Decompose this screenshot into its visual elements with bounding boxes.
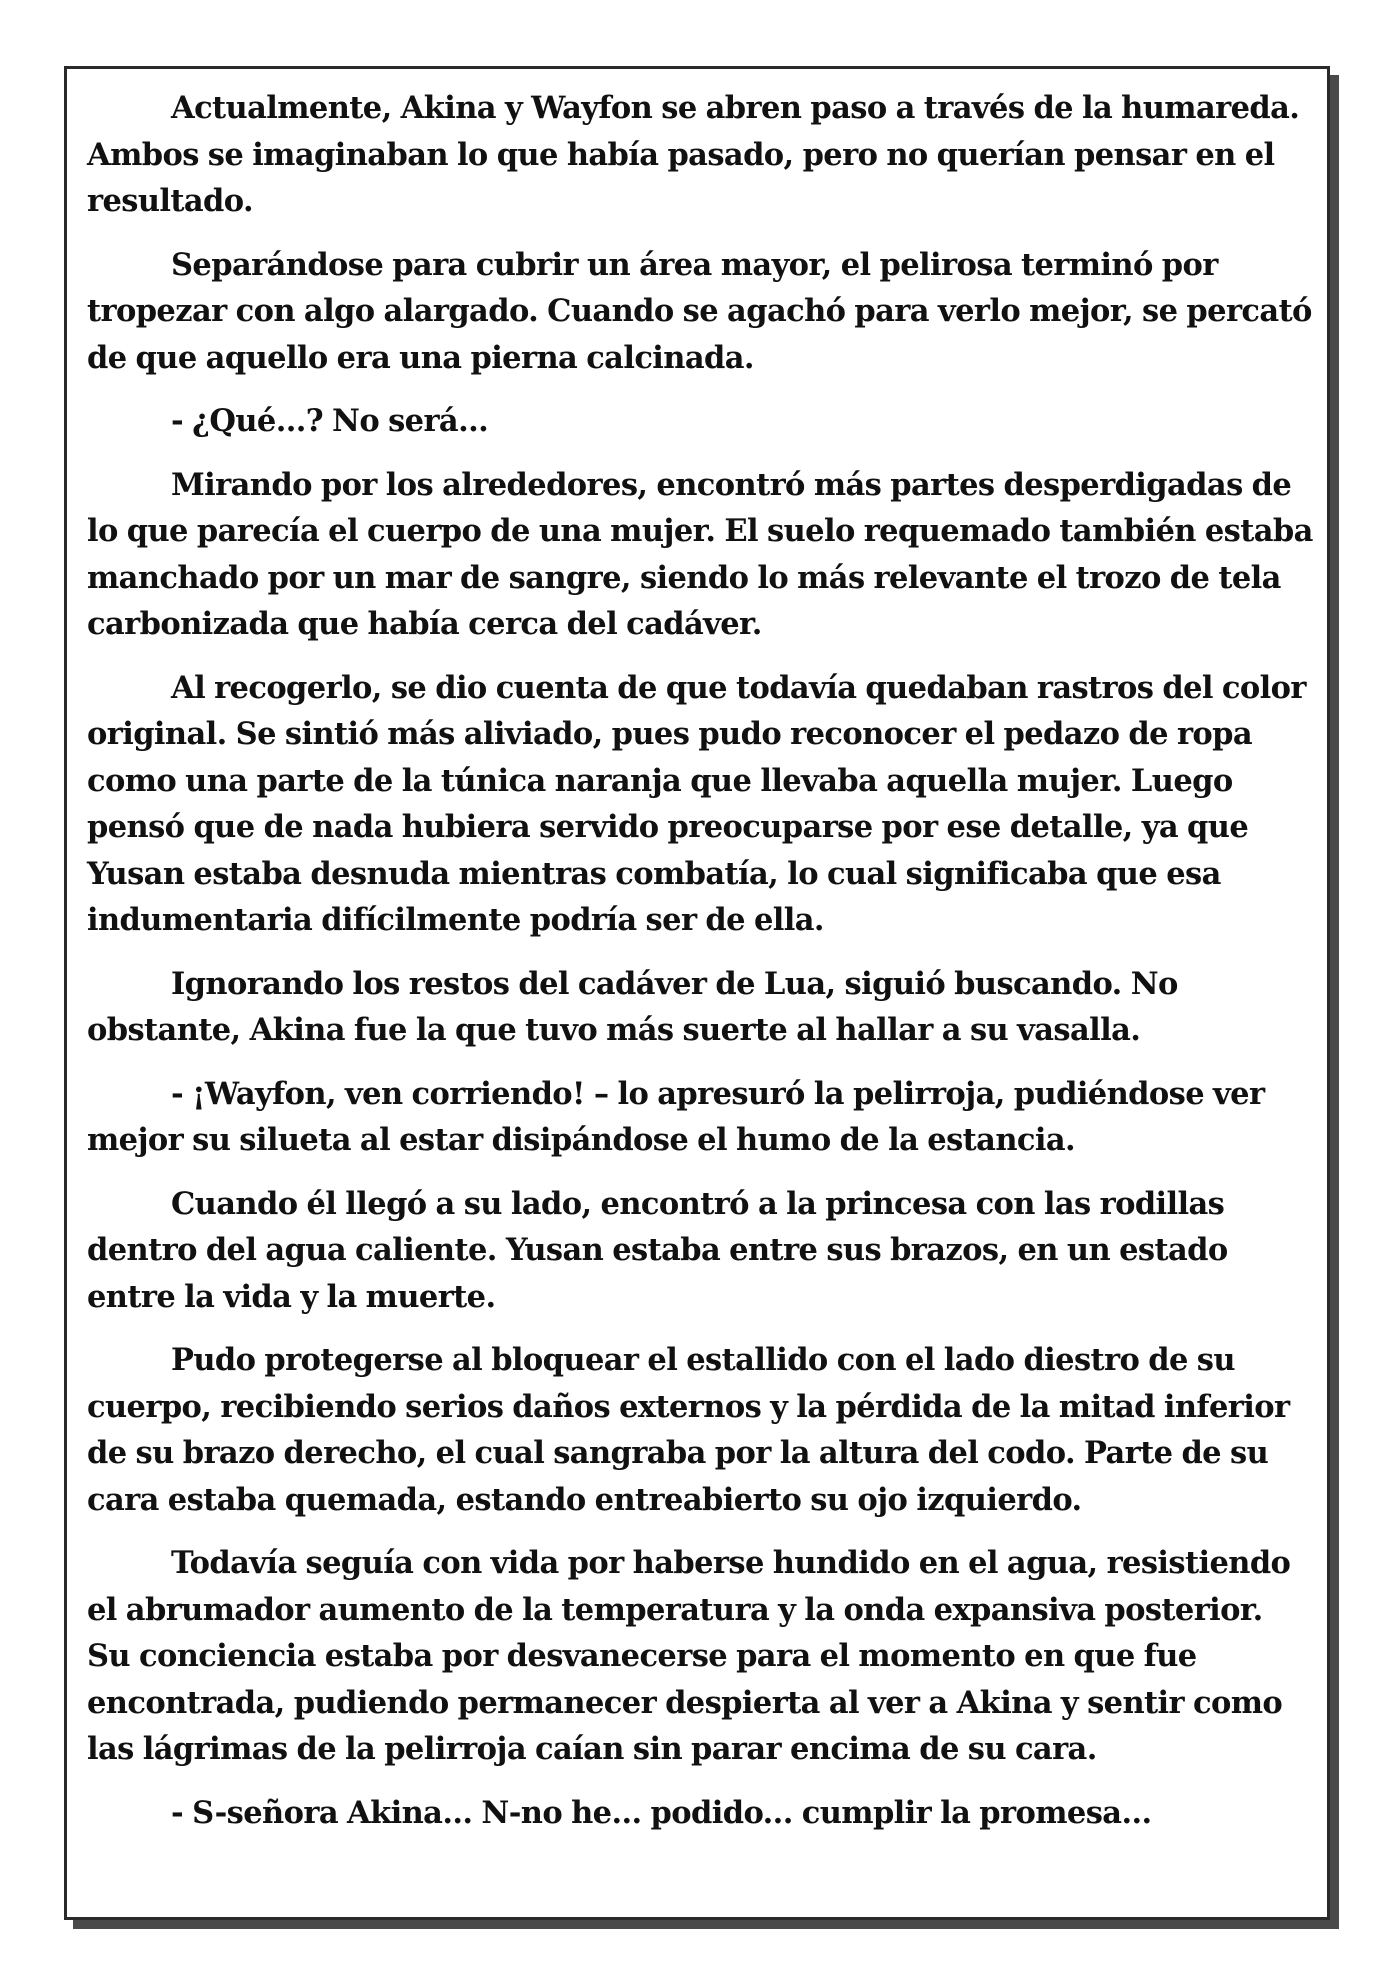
dialogue-line: - ¿Qué...? No será... — [171, 403, 489, 439]
paragraph: Separándose para cubrir un área mayor, el pelirosa terminó por tropezar con algo alargado. Cuando se agachó para verlo mejor, se percató de que aquello era una pierna calcinada. — [87, 246, 1312, 376]
paragraph: Todavía seguía con vida por haberse hundido en el agua, resistiendo el abrumador aumento de la temperatura y la onda expansiva posterior. Su conciencia estaba por desvanecerse para el momento en que fue encontrada, pudiendo permanecer despierta al ver a Akina y sentir como las lágrimas de la pelirroja caían sin parar encima de su cara. — [87, 1545, 1291, 1767]
paragraph: Ignorando los restos del cadáver de Lua, siguió buscando. No obstante, Akina fue la que tuvo más suerte al hallar a su vasalla. — [87, 965, 1178, 1048]
paragraph: Cuando él llegó a su lado, encontró a la princesa con las rodillas dentro del agua caliente. Yusan estaba entre sus brazos, en un estado entre la vida y la muerte. — [87, 1185, 1228, 1315]
page-frame — [64, 66, 1330, 1920]
paragraph: Mirando por los alrededores, encontró más partes desperdigadas de lo que parecía el cuerpo de una mujer. El suelo requemado también estaba manchado por un mar de sangre, siendo lo más relevante el trozo de tela carbonizada que había cerca del cadáver. — [87, 466, 1313, 642]
paragraph: Al recogerlo, se dio cuenta de que todavía quedaban rastros del color original. Se sintió más aliviado, pues pudo reconocer el pedazo de ropa como una parte de la túnica naranja que llevaba aquella mujer. Luego pensó que de nada hubiera servido preocuparse por ese detalle, ya que Yusan estaba desnuda mientras combatía, lo cual significaba que esa indumentaria difícilmente podría ser de ella. — [87, 669, 1306, 938]
dialogue-line: - S-señora Akina... N-no he... podido... cumplir la promesa... — [171, 1794, 1152, 1831]
text-body — [87, 85, 1313, 1853]
paragraph: Pudo protegerse al bloquear el estallido con el lado diestro de su cuerpo, recibiendo serios daños externos y la pérdida de la mitad inferior de su brazo derecho, el cual sangraba por la altura del codo. Parte de su cara estaba quemada, estando entreabierto su ojo izquierdo. — [87, 1342, 1290, 1518]
dialogue-line: - ¡Wayfon, ven corriendo! – lo apresuró la pelirroja, pudiéndose ver mejor su silueta al estar disipándose el humo de la estancia. — [87, 1075, 1265, 1158]
paragraph: Actualmente, Akina y Wayfon se abren paso a través de la humareda. Ambos se imaginaban lo que había pasado, pero no querían pensar en el resultado. — [87, 90, 1300, 219]
